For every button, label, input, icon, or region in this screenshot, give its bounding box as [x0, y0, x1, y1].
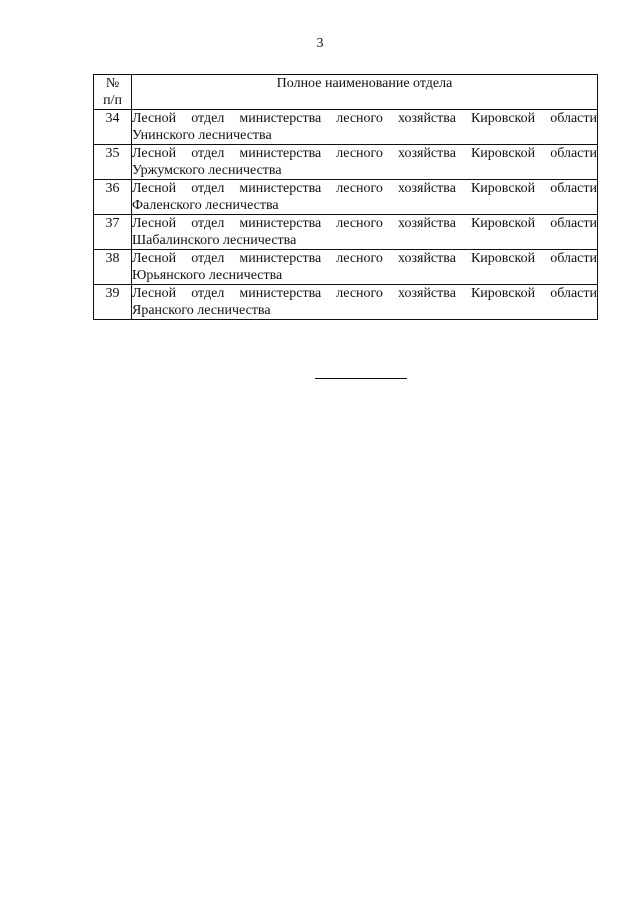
department-name-line1: Лесной отдел министерства лесного хозяйства Кировской области: [132, 251, 597, 266]
department-name-line2: Юрьянского лесничества: [132, 268, 283, 283]
department-name: [132, 180, 598, 215]
row-number: 35: [94, 145, 132, 180]
department-name: [132, 215, 598, 250]
row-number: 34: [94, 110, 132, 145]
department-name: [132, 110, 598, 145]
row-number: 37: [94, 215, 132, 250]
end-of-document-rule: [315, 378, 407, 379]
department-name-line2: Уржумского лесничества: [132, 163, 282, 178]
department-name-line2: Фаленского лесничества: [132, 198, 279, 213]
department-name-line1: Лесной отдел министерства лесного хозяйства Кировской области: [132, 181, 597, 196]
department-name-line1: Лесной отдел министерства лесного хозяйства Кировской области: [132, 286, 597, 301]
table-body: [94, 110, 598, 320]
table-row: [94, 250, 598, 285]
table-header-row: [94, 75, 598, 110]
department-name-line1: Лесной отдел министерства лесного хозяйства Кировской области: [132, 146, 597, 161]
table-row: [94, 180, 598, 215]
column-header-number: № п/п: [94, 75, 132, 110]
department-name-line2: Унинского лесничества: [132, 128, 272, 143]
row-number: 38: [94, 250, 132, 285]
table-row: [94, 145, 598, 180]
row-number: 36: [94, 180, 132, 215]
table-row: [94, 285, 598, 320]
table-row: [94, 215, 598, 250]
column-header-name: Полное наименование отдела: [132, 75, 598, 110]
row-number: 39: [94, 285, 132, 320]
department-name-line2: Яранского лесничества: [132, 303, 271, 318]
table-row: [94, 110, 598, 145]
department-name-line2: Шабалинского лесничества: [132, 233, 297, 248]
department-name-line1: Лесной отдел министерства лесного хозяйства Кировской области: [132, 111, 597, 126]
department-name: [132, 285, 598, 320]
departments-table: [93, 74, 598, 320]
department-name: [132, 145, 598, 180]
department-name-line1: Лесной отдел министерства лесного хозяйства Кировской области: [132, 216, 597, 231]
department-name: [132, 250, 598, 285]
page-number: 3: [316, 36, 324, 51]
